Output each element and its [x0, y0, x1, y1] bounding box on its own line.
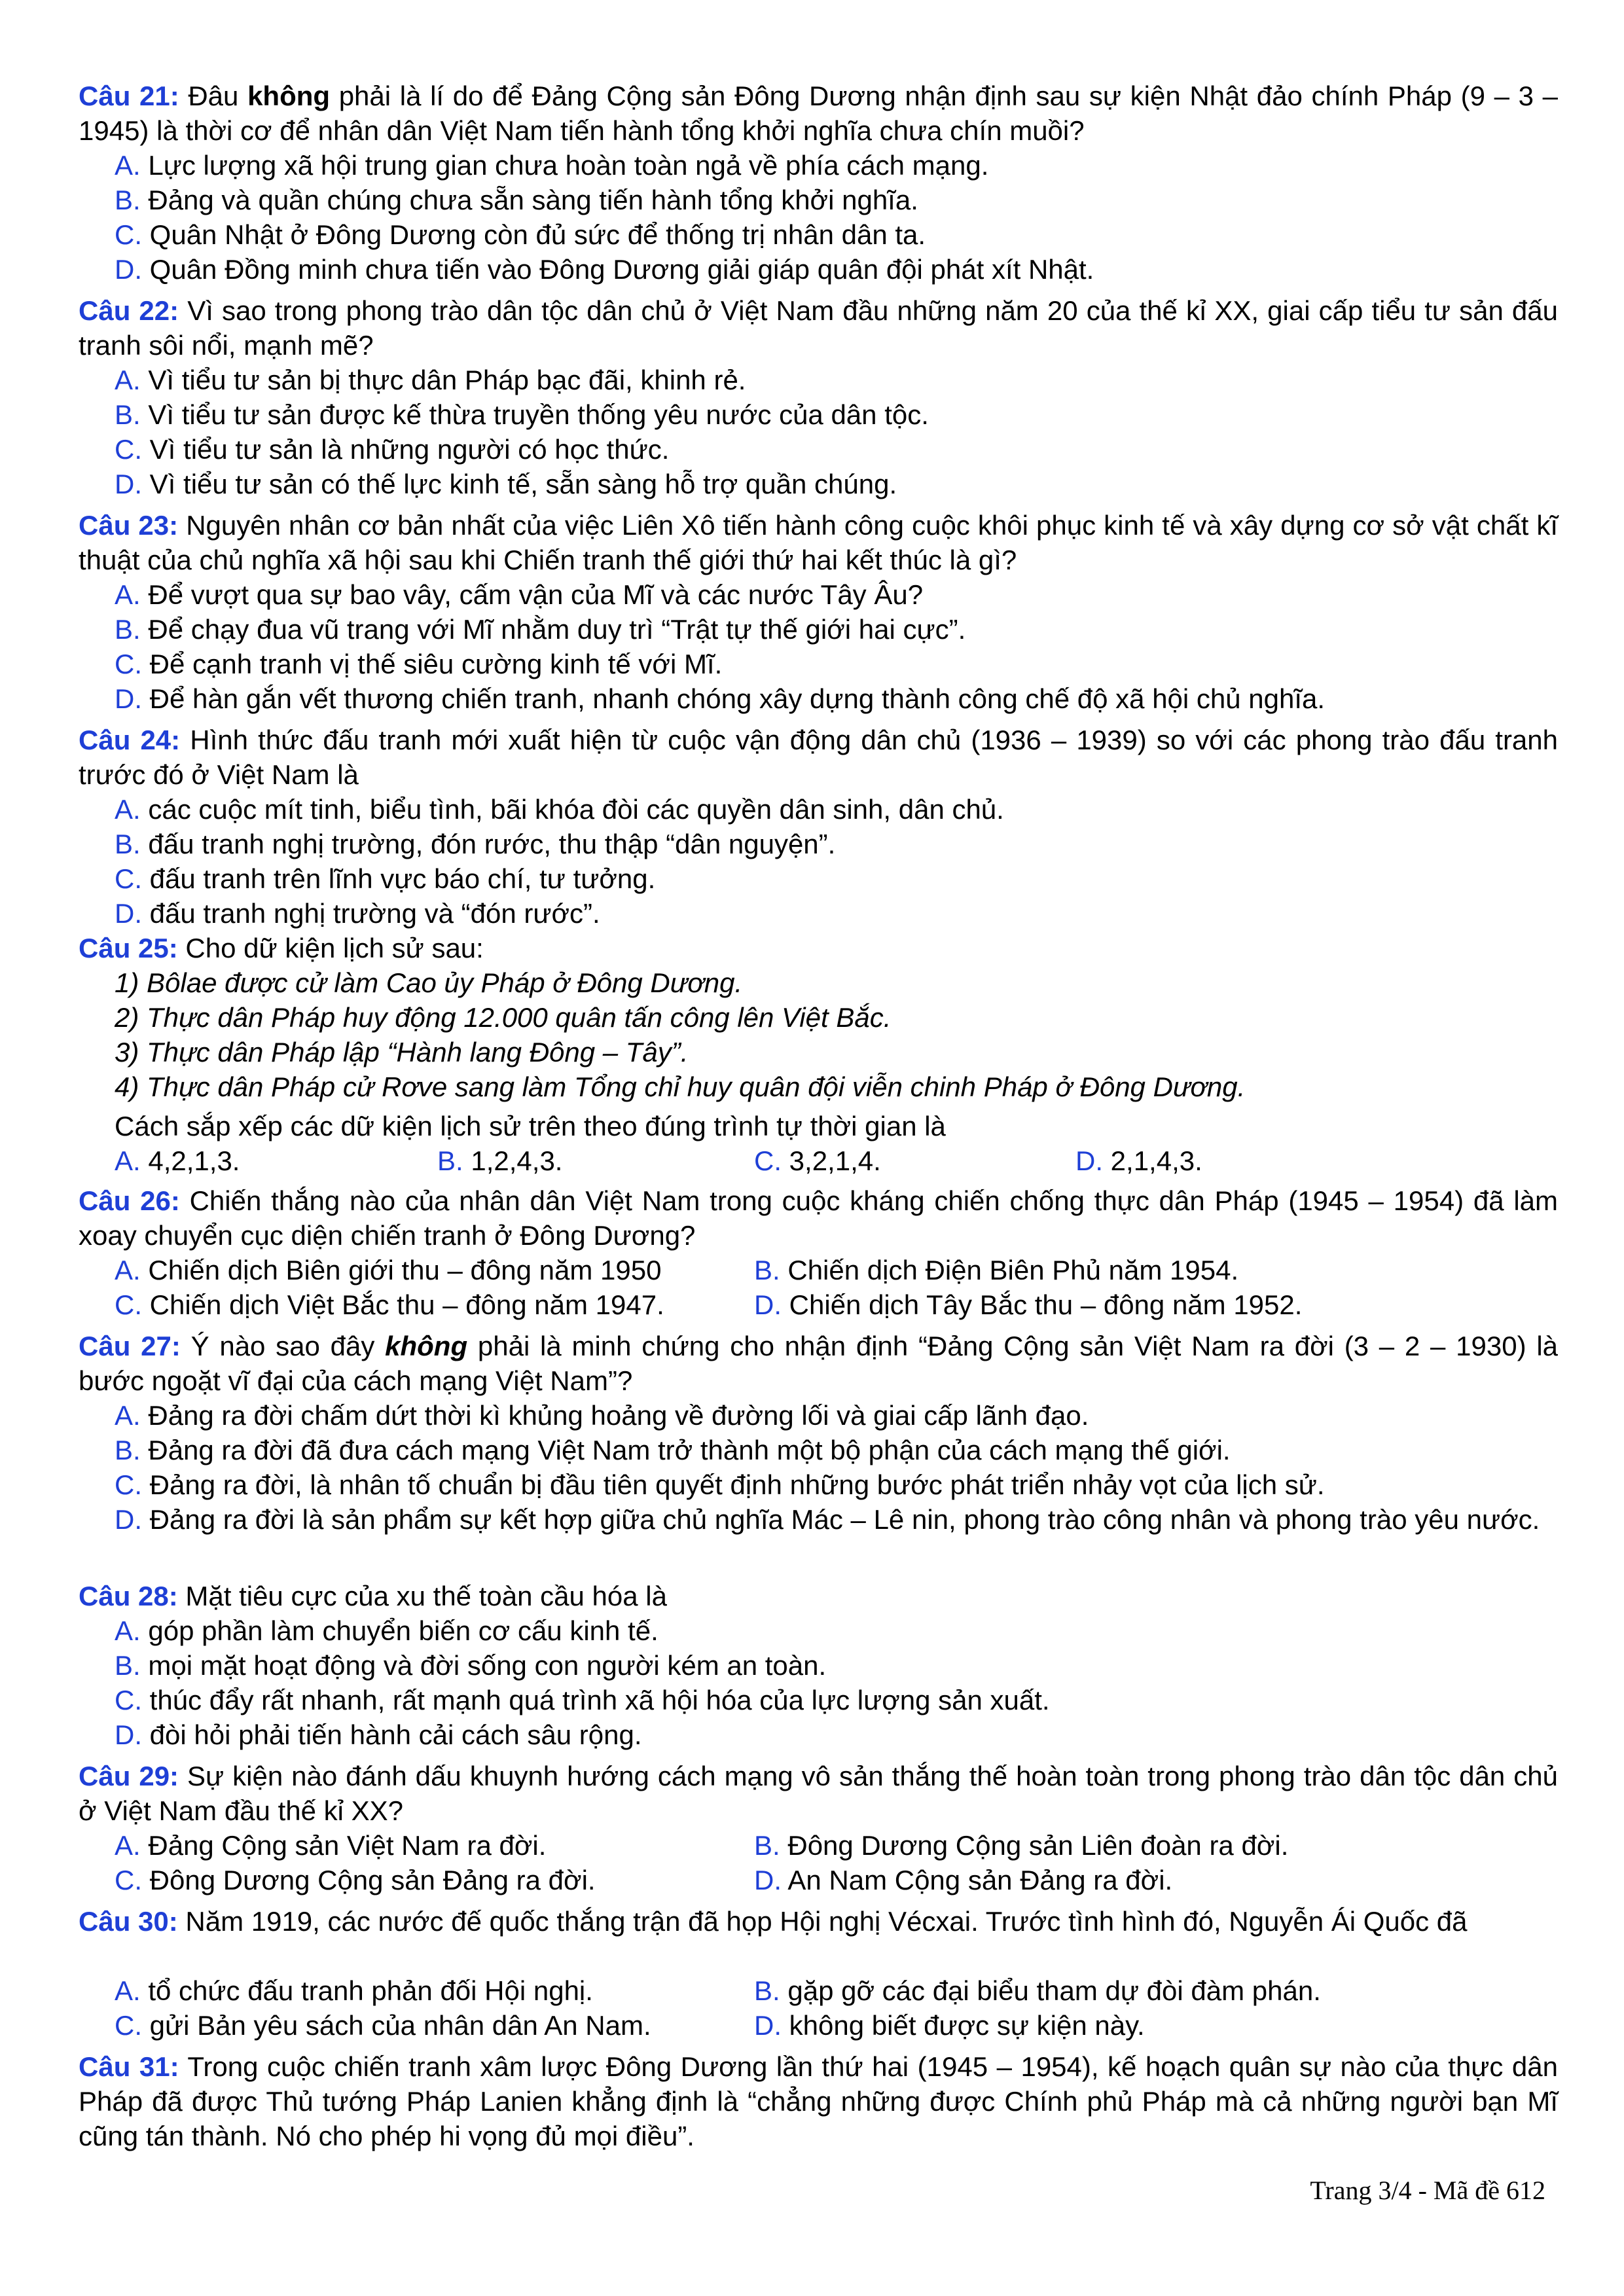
question-28-stem: [79, 1579, 1558, 1613]
option-d: [115, 1717, 642, 1752]
ordering-prompt: Cách sắp xếp các dữ kiện lịch sử trên theo đúng trình tự thời gian là: [115, 1111, 946, 1141]
option-text: gửi Bản yêu sách của nhân dân An Nam.: [149, 2010, 651, 2041]
option-text: các cuộc mít tinh, biểu tình, bãi khóa đòi các quyền dân sinh, dân chủ.: [148, 794, 1004, 825]
question-24-stem: [79, 723, 1558, 792]
stem-text: phải là minh chứng cho nhận định “Đảng Cộng sản Việt Nam ra đời (3 – 2 – 1930) là bước ngoặt vĩ đại của cách mạng Việt Nam”?: [79, 1331, 1559, 1396]
option-letter: B.: [115, 1435, 141, 1465]
option-letter: C.: [115, 1685, 142, 1715]
option-b: [115, 612, 965, 647]
option-letter: D.: [754, 1865, 782, 1895]
option-text: đấu tranh nghị trường, đón rước, thu thập “dân nguyện”.: [148, 829, 836, 859]
option-text: Để hàn gắn vết thương chiến tranh, nhanh chóng xây dựng thành công chế độ xã hội chủ nghĩa.: [149, 683, 1326, 714]
option-text: mọi mặt hoạt động và đời sống con người kém an toàn.: [148, 1650, 827, 1681]
fact-item: 3) Thực dân Pháp lập “Hành lang Đông – Tây”.: [115, 1037, 689, 1067]
option-d: [754, 1287, 1302, 1322]
question-number: Câu 24:: [79, 725, 181, 755]
option-text: thúc đẩy rất nhanh, rất mạnh quá trình xã hội hóa của lực lượng sản xuất.: [149, 1685, 1050, 1715]
option-letter: B.: [115, 399, 141, 430]
option-letter: B.: [115, 614, 141, 645]
option-d: [115, 467, 897, 501]
option-text: Đảng ra đời chấm dứt thời kì khủng hoảng về đường lối và giai cấp lãnh đạo.: [148, 1400, 1089, 1431]
option-letter: A.: [115, 579, 141, 610]
option-text: Vì tiểu tư sản bị thực dân Pháp bạc đãi, khinh rẻ.: [148, 365, 746, 395]
option-text: gặp gỡ các đại biểu tham dự đòi đàm phán.: [787, 1975, 1321, 2006]
option-a: [115, 1973, 593, 2008]
option-letter: C.: [115, 1469, 142, 1500]
question-22-stem: [79, 293, 1558, 363]
question-number: Câu 21:: [79, 81, 179, 111]
option-c: [115, 861, 655, 896]
option-d: [754, 2008, 1145, 2043]
option-letter: A.: [115, 1975, 141, 2006]
option-text: Chiến dịch Tây Bắc thu – đông năm 1952.: [789, 1289, 1303, 1320]
option-text: 3,2,1,4.: [789, 1145, 881, 1176]
option-letter: D.: [115, 898, 142, 929]
option-letter: A.: [115, 1145, 141, 1176]
stem-text: phải là lí do để Đảng Cộng sản Đông Dương nhận định sau sự kiện Nhật đảo chính Pháp (9 – 3 – 1945) là thời cơ để nhân dân Việt Nam tiến hành tổng khởi nghĩa chưa chín muồi?: [79, 81, 1558, 146]
option-letter: D.: [1075, 1145, 1103, 1176]
option-d: [754, 1863, 1172, 1897]
option-letter: A.: [115, 1830, 141, 1861]
question-number: Câu 28:: [79, 1581, 178, 1611]
option-text: Chiến dịch Biên giới thu – đông năm 1950: [148, 1255, 662, 1285]
option-letter: B.: [115, 829, 141, 859]
option-text: Quân Nhật ở Đông Dương còn đủ sức để thống trị nhân dân ta.: [149, 219, 926, 250]
option-text: góp phần làm chuyển biến cơ cấu kinh tế.: [148, 1615, 659, 1646]
option-letter: C.: [115, 649, 142, 679]
fact-item: 4) Thực dân Pháp cử Rơve sang làm Tổng chỉ huy quân đội viễn chinh Pháp ở Đông Dương.: [115, 1071, 1246, 1102]
option-letter: C.: [115, 219, 142, 250]
option-letter: C.: [115, 1865, 142, 1895]
stem-text: Cho dữ kiện lịch sử sau:: [177, 933, 484, 963]
question-number: Câu 29:: [79, 1761, 179, 1791]
stem-text: Trong cuộc chiến tranh xâm lược Đông Dương lần thứ hai (1945 – 1954), kế hoạch quân sự nào của thực dân Pháp đã được Thủ tướng Pháp Lanien khẳng định là “chẳng những được Chính phủ Pháp mà cả những người bạn Mĩ cũng tán thành. Nó cho phép hi vọng đủ mọi điều”.: [79, 2051, 1558, 2151]
option-text: Vì tiểu tư sản có thế lực kinh tế, sẵn sàng hỗ trợ quần chúng.: [149, 469, 897, 499]
option-a: [115, 1398, 1089, 1433]
question-number: Câu 26:: [79, 1185, 180, 1216]
question-number: Câu 23:: [79, 510, 179, 541]
option-c: [115, 1863, 596, 1897]
option-text: Đông Dương Cộng sản Đảng ra đời.: [149, 1865, 596, 1895]
stem-text: Mặt tiêu cực của xu thế toàn cầu hóa là: [177, 1581, 667, 1611]
option-a: [115, 1253, 661, 1287]
question-number: Câu 27:: [79, 1331, 181, 1361]
stem-text: Vì sao trong phong trào dân tộc dân chủ ở Việt Nam đầu những năm 20 của thế kỉ XX, giai cấp tiểu tư sản đấu tranh sôi nổi, mạnh mẽ?: [79, 295, 1558, 361]
option-b: [115, 1433, 1231, 1467]
option-letter: B.: [115, 1650, 141, 1681]
option-d: [115, 681, 1325, 716]
stem-text: Chiến thắng nào của nhân dân Việt Nam trong cuộc kháng chiến chống thực dân Pháp (1945 – 1954) đã làm xoay chuyển cục diện chiến tranh ở Đông Dương?: [79, 1185, 1558, 1251]
question-23-stem: [79, 508, 1558, 577]
option-b: [115, 1648, 826, 1683]
option-letter: C.: [115, 434, 142, 465]
option-a: [115, 1613, 659, 1648]
option-text: Đảng và quần chúng chưa sẵn sàng tiến hành tổng khởi nghĩa.: [148, 185, 918, 215]
option-letter: A.: [115, 365, 141, 395]
option-c: [115, 432, 669, 467]
stem-text: Hình thức đấu tranh mới xuất hiện từ cuộc vận động dân chủ (1936 – 1939) so với các phong trào đấu tranh trước đó ở Việt Nam là: [79, 725, 1559, 790]
option-text: 4,2,1,3.: [148, 1145, 240, 1176]
option-letter: D.: [754, 2010, 782, 2041]
option-letter: A.: [115, 150, 141, 181]
option-a: [115, 577, 923, 612]
option-letter: D.: [115, 683, 142, 714]
option-letter: B.: [754, 1830, 780, 1861]
option-letter: D.: [115, 1504, 142, 1535]
option-letter: D.: [115, 254, 142, 285]
question-21-stem: [79, 79, 1558, 148]
option-a: [115, 1143, 240, 1178]
option-letter: A.: [115, 1255, 141, 1285]
option-a: [115, 148, 988, 183]
question-30-stem: [79, 1904, 1558, 1939]
option-text: Đảng ra đời đã đưa cách mạng Việt Nam trở thành một bộ phận của cách mạng thế giới.: [148, 1435, 1231, 1465]
option-d: [115, 1502, 1558, 1537]
option-a: [115, 792, 1004, 827]
option-text: Đảng Cộng sản Việt Nam ra đời.: [148, 1830, 547, 1861]
option-a: [115, 1828, 546, 1863]
stem-text: Nguyên nhân cơ bản nhất của việc Liên Xô tiến hành công cuộc khôi phục kinh tế và xây dựng cơ sở vật chất kĩ thuật của chủ nghĩa xã hội sau khi Chiến tranh thế giới thứ hai kết thúc là gì?: [79, 510, 1558, 575]
option-c: [115, 1287, 664, 1322]
stem-text: Sự kiện nào đánh dấu khuynh hướng cách mạng vô sản thắng thế hoàn toàn trong phong trào dân tộc dân chủ ở Việt Nam đầu thế kỉ XX?: [79, 1761, 1558, 1826]
question-number: Câu 30:: [79, 1906, 178, 1937]
option-b: [115, 183, 918, 217]
option-text: Chiến dịch Điện Biên Phủ năm 1954.: [787, 1255, 1239, 1285]
option-letter: B.: [115, 185, 141, 215]
option-b: [115, 397, 929, 432]
option-b: [437, 1143, 562, 1178]
option-text: đấu tranh trên lĩnh vực báo chí, tư tưởng.: [149, 863, 656, 894]
option-d: [115, 252, 1094, 287]
option-letter: D.: [754, 1289, 782, 1320]
option-letter: A.: [115, 794, 141, 825]
option-d: [115, 896, 600, 931]
stem-text: Ý nào sao đây: [180, 1331, 386, 1361]
question-number: Câu 22:: [79, 295, 179, 326]
option-letter: B.: [437, 1145, 463, 1176]
option-text: Đảng ra đời, là nhân tố chuẩn bị đầu tiên quyết định những bước phát triển nhảy vọt của lịch sử.: [149, 1469, 1325, 1500]
option-b: [754, 1828, 1288, 1863]
option-text: Để vượt qua sự bao vây, cấm vận của Mĩ và các nước Tây Âu?: [148, 579, 924, 610]
question-25-stem: [79, 931, 1558, 965]
option-text: 2,1,4,3.: [1110, 1145, 1202, 1176]
option-c: [115, 647, 722, 681]
option-text: 1,2,4,3.: [471, 1145, 563, 1176]
question-27-stem: [79, 1329, 1558, 1398]
option-text: Đông Dương Cộng sản Liên đoàn ra đời.: [787, 1830, 1289, 1861]
option-c: [115, 2008, 651, 2043]
question-26-stem: [79, 1183, 1558, 1253]
option-d: [1075, 1143, 1202, 1178]
option-c: [115, 217, 926, 252]
question-number: Câu 31:: [79, 2051, 179, 2082]
option-text: Để chạy đua vũ trang với Mĩ nhằm duy trì “Trật tự thế giới hai cực”.: [148, 614, 966, 645]
option-c: [754, 1143, 881, 1178]
option-letter: D.: [115, 469, 142, 499]
option-text: Vì tiểu tư sản là những người có học thức.: [149, 434, 670, 465]
option-letter: C.: [115, 1289, 142, 1320]
option-b: [115, 827, 835, 861]
option-letter: C.: [754, 1145, 782, 1176]
option-text: Vì tiểu tư sản được kế thừa truyền thống yêu nước của dân tộc.: [148, 399, 929, 430]
option-letter: C.: [115, 2010, 142, 2041]
fact-item: 1) Bôlae được cử làm Cao ủy Pháp ở Đông Dương.: [115, 967, 743, 998]
option-letter: A.: [115, 1400, 141, 1431]
question-29-stem: [79, 1759, 1558, 1828]
stem-text: Năm 1919, các nước đế quốc thắng trận đã họp Hội nghị Vécxai. Trước tình hình đó, Nguyễn Ái Quốc đã: [177, 1906, 1468, 1937]
option-letter: D.: [115, 1719, 142, 1750]
option-text: Lực lượng xã hội trung gian chưa hoàn toàn ngả về phía cách mạng.: [148, 150, 989, 181]
option-text: Chiến dịch Việt Bắc thu – đông năm 1947.: [149, 1289, 664, 1320]
option-letter: C.: [115, 863, 142, 894]
option-c: [115, 1683, 1050, 1717]
option-text: tổ chức đấu tranh phản đối Hội nghị.: [148, 1975, 593, 2006]
option-text: Để cạnh tranh vị thế siêu cường kinh tế với Mĩ.: [149, 649, 723, 679]
option-text: Đảng ra đời là sản phẩm sự kết hợp giữa chủ nghĩa Mác – Lê nin, phong trào công nhân và phong trào yêu nước.: [149, 1504, 1540, 1535]
question-31-stem: [79, 2049, 1558, 2153]
question-number: Câu 25:: [79, 933, 178, 963]
stem-text: Đâu: [179, 81, 248, 111]
fact-item: 2) Thực dân Pháp huy động 12.000 quân tấn công lên Việt Bắc.: [115, 1002, 892, 1033]
option-text: An Nam Cộng sản Đảng ra đời.: [787, 1865, 1173, 1895]
option-text: đòi hỏi phải tiến hành cải cách sâu rộng.: [149, 1719, 642, 1750]
page-footer: Trang 3/4 - Mã đề 612: [1310, 2176, 1545, 2205]
option-letter: B.: [754, 1255, 780, 1285]
option-b: [754, 1253, 1238, 1287]
option-text: đấu tranh nghị trường và “đón rước”.: [149, 898, 600, 929]
stem-emphasis: không: [247, 81, 331, 111]
option-text: không biết được sự kiện này.: [789, 2010, 1145, 2041]
option-text: Quân Đồng minh chưa tiến vào Đông Dương giải giáp quân đội phát xít Nhật.: [149, 254, 1094, 285]
stem-emphasis: không: [385, 1331, 468, 1361]
option-letter: A.: [115, 1615, 141, 1646]
option-c: [115, 1467, 1325, 1502]
option-letter: B.: [754, 1975, 780, 2006]
option-a: [115, 363, 746, 397]
option-b: [754, 1973, 1321, 2008]
